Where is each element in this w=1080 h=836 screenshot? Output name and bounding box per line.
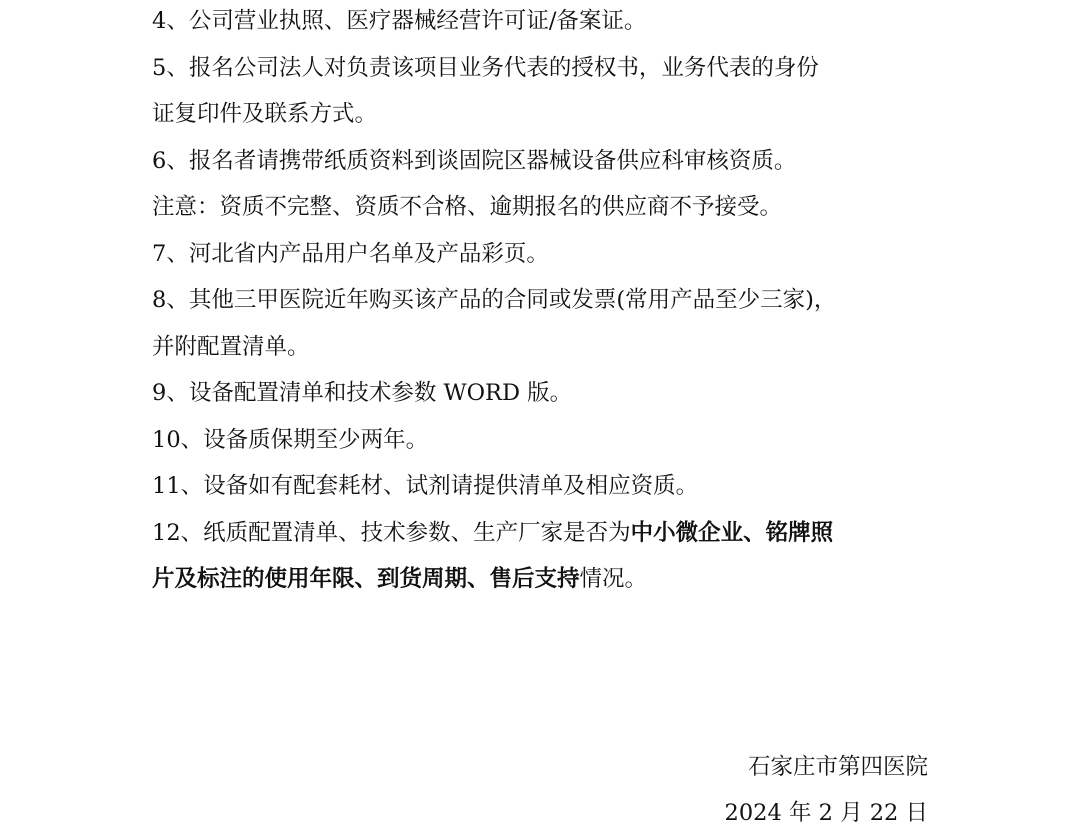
- item-12-line-1-normal: 12、纸质配置清单、技术参数、生产厂家是否为: [152, 519, 631, 546]
- item-6-line-1: 6、报名者请携带纸质资料到谈固院区器械设备供应科审核资质。: [152, 147, 797, 174]
- item-10-line-1: 10、设备质保期至少两年。: [152, 426, 429, 453]
- item-8-line-1: 8、其他三甲医院近年购买该产品的合同或发票(常用产品至少三家)，: [152, 287, 837, 313]
- requirements-list: [152, 0, 928, 603]
- signature-block: [725, 744, 928, 836]
- item-12-line-1-bold: 中小微企业、铭牌照: [630, 519, 834, 546]
- item-7-line-1: 7、河北省内产品用户名单及产品彩页。: [152, 240, 549, 267]
- item-8-line-2: 并附配置清单。: [152, 333, 310, 360]
- item-11-line-1: 11、设备如有配套耗材、试剂请提供清单及相应资质。: [152, 473, 699, 499]
- item-9-line-1: 9、设备配置清单和技术参数 WORD 版。: [152, 380, 573, 406]
- signature-date: 2024 年 2 月 22 日: [724, 800, 928, 826]
- item-5-line-2: 证复印件及联系方式。: [152, 101, 378, 127]
- note-line-1: 注意：资质不完整、资质不合格、逾期报名的供应商不予接受。: [152, 194, 783, 220]
- item-12-line-1: [152, 510, 928, 557]
- signature-org: 石家庄市第四医院: [747, 754, 928, 780]
- item-12-line-2: [152, 556, 928, 603]
- item-12-line-2-bold: 片及标注的使用年限、到货周期、售后支持: [152, 566, 580, 592]
- item-12-line-2-normal: 情况。: [579, 566, 648, 592]
- item-5-line-1: 5、报名公司法人对负责该项目业务代表的授权书，业务代表的身份: [152, 54, 819, 81]
- item-4-line-1: 4、公司营业执照、医疗器械经营许可证/备案证。: [152, 8, 647, 34]
